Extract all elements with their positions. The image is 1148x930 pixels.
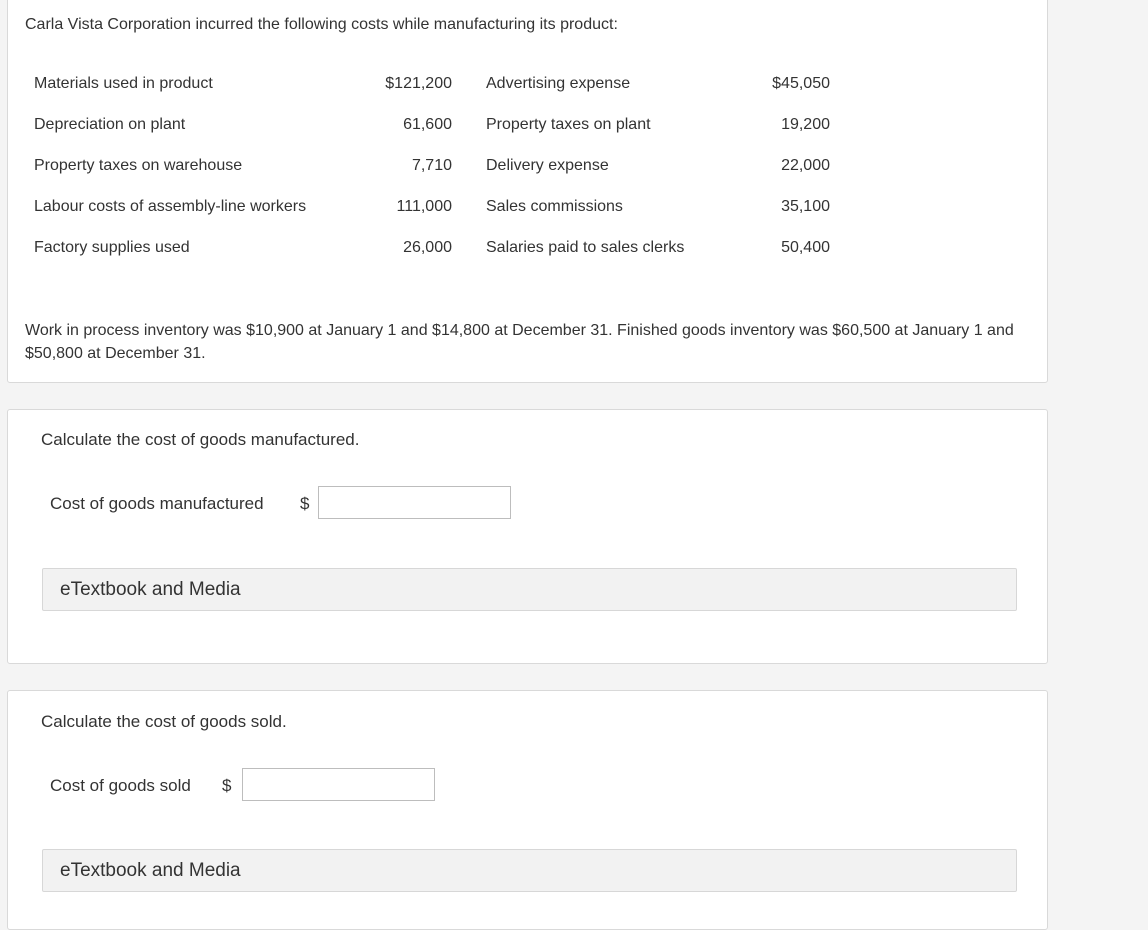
table-row (25, 186, 830, 227)
etextbook-media-button[interactable]: eTextbook and Media (42, 568, 1017, 611)
part2-question: Calculate the cost of goods sold. (41, 712, 287, 731)
inventory-note: Work in process inventory was $10,900 at January 1 and $14,800 at December 31. Finished goods inventory was $60,500 at January 1 and $50,800 at December 31. (25, 322, 1014, 362)
table-row (25, 145, 830, 186)
etextbook-media-button[interactable]: eTextbook and Media (42, 849, 1017, 892)
cost-amount: 61,600 (403, 115, 452, 133)
cost-amount: 26,000 (403, 238, 452, 256)
cost-amount: 35,100 (781, 197, 830, 215)
currency-symbol: $ (300, 494, 310, 513)
part1-panel (7, 409, 1048, 664)
cost-label: Property taxes on warehouse (34, 156, 243, 174)
cogm-input[interactable] (318, 486, 511, 519)
cost-label: Delivery expense (486, 156, 609, 174)
cost-amount: $45,050 (772, 74, 830, 92)
cost-amount: 50,400 (781, 238, 830, 256)
cogs-label: Cost of goods sold (50, 776, 191, 795)
cost-amount: 111,000 (396, 197, 452, 215)
cost-label: Sales commissions (486, 197, 623, 215)
cogs-input[interactable] (242, 768, 435, 801)
currency-symbol: $ (222, 776, 232, 795)
part1-question: Calculate the cost of goods manufactured. (41, 430, 360, 449)
cost-label: Depreciation on plant (34, 115, 186, 133)
cogm-label: Cost of goods manufactured (50, 494, 264, 513)
cost-amount: $121,200 (385, 74, 452, 92)
cost-amount: 22,000 (781, 156, 830, 174)
costs-table (25, 63, 830, 268)
problem-panel (7, 0, 1048, 383)
cost-label: Labour costs of assembly-line workers (34, 197, 307, 215)
table-row (25, 63, 830, 104)
part2-panel (7, 690, 1048, 930)
cost-label: Salaries paid to sales clerks (486, 238, 685, 256)
cost-label: Property taxes on plant (486, 115, 651, 133)
table-row (25, 227, 830, 268)
cost-amount: 7,710 (411, 156, 452, 174)
cost-label: Materials used in product (34, 74, 213, 92)
cost-amount: 19,200 (781, 115, 830, 133)
cost-label: Advertising expense (486, 74, 631, 92)
cost-label: Factory supplies used (34, 238, 190, 256)
table-row (25, 104, 830, 145)
problem-intro: Carla Vista Corporation incurred the following costs while manufacturing its product: (25, 16, 618, 33)
